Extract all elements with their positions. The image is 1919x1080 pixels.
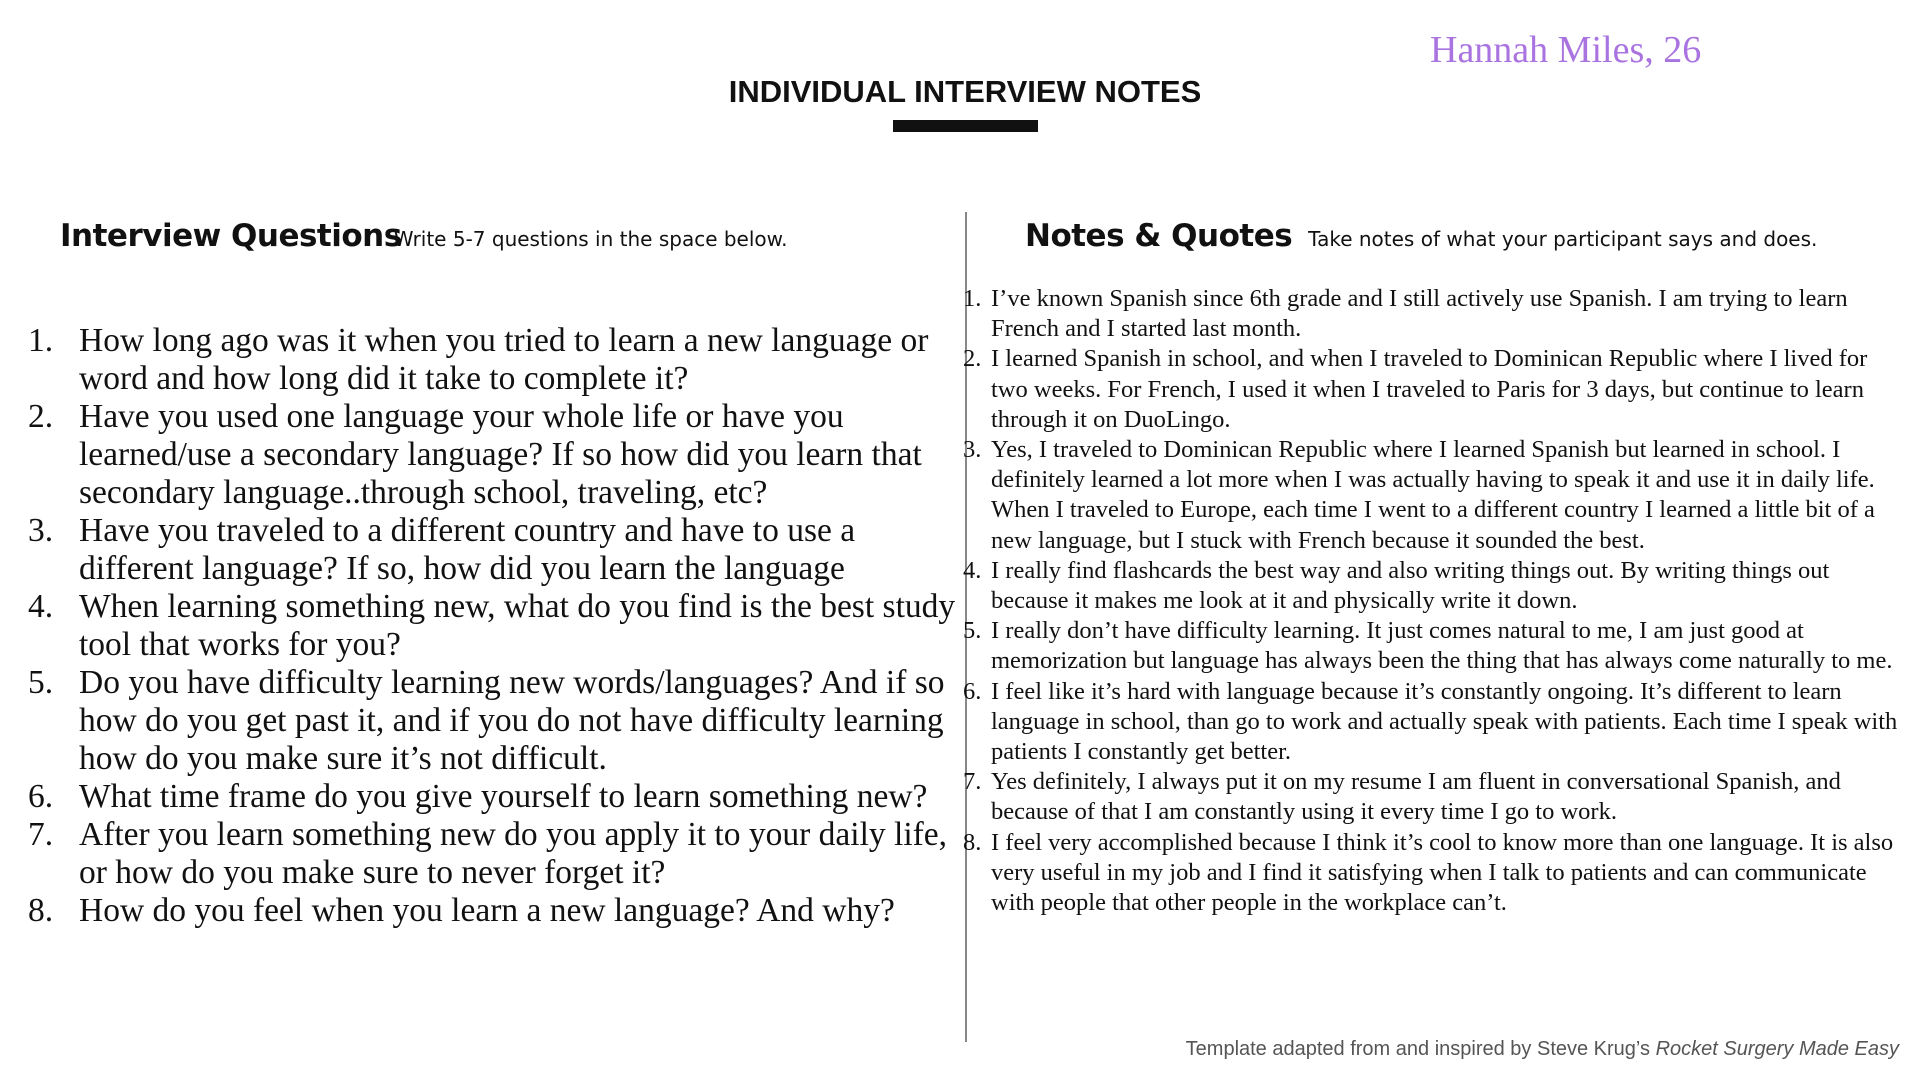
questions-list (28, 322, 963, 930)
questions-title: Interview Questions (60, 218, 402, 254)
question-number: 2. (28, 398, 54, 435)
template-credit (1186, 1038, 1899, 1061)
question-item (28, 398, 963, 512)
note-number: 7. (963, 768, 982, 796)
question-text: Do you have difficulty learning new words/languages? And if so how do you get past it, and if you do not have difficulty learning how do you make sure it’s not difficult. (79, 664, 945, 777)
note-text: I really find flashcards the best way and also writing things out. By writing things out because it makes me look at it and physically write it down. (991, 556, 1830, 615)
question-number: 4. (28, 588, 54, 625)
question-item (28, 322, 963, 398)
question-item (28, 816, 963, 892)
participant-name: Hannah Miles, 26 (1430, 29, 1702, 71)
note-item (963, 284, 1903, 344)
note-text: I’ve known Spanish since 6th grade and I still actively use Spanish. I am trying to learn French and I started last month. (991, 285, 1848, 343)
title-underline (893, 120, 1038, 132)
question-item (28, 778, 963, 816)
note-number: 2. (963, 345, 982, 373)
question-text: Have you traveled to a different country and have to use a different language? If so, how did you learn the language (79, 512, 856, 587)
note-number: 1. (963, 285, 982, 312)
note-item (963, 767, 1903, 827)
question-number: 7. (28, 816, 54, 853)
question-text: How do you feel when you learn a new language? And why? (79, 892, 895, 929)
question-number: 1. (28, 322, 54, 359)
note-text: Yes, I traveled to Dominican Republic where I learned Spanish but learned in school. I definitely learned a lot more when I was actually having to speak it and use it in daily life. When I traveled to Europe, each time I went to a different country I learned a little bit of a new language, but I stuck with French because it sounded the best. (991, 436, 1875, 554)
note-number: 5. (963, 617, 982, 645)
note-item (963, 556, 1903, 616)
question-item (28, 512, 963, 588)
question-number: 3. (28, 512, 54, 549)
notes-header (1025, 218, 1817, 254)
credit-prefix: Template adapted from and inspired by Steve Krug’s (1185, 1038, 1656, 1060)
note-number: 4. (963, 556, 982, 584)
note-text: I really don’t have difficulty learning. It just comes natural to me, I am just good at memorization but language has always been the thing that has always come naturally to me. (991, 617, 1893, 675)
question-text: How long ago was it when you tried to learn a new language or word and how long did it take to complete it? (79, 322, 929, 397)
questions-hint: Write 5-7 questions in the space below. (393, 227, 788, 251)
note-item (963, 828, 1903, 919)
question-item (28, 588, 963, 664)
questions-header (60, 218, 788, 254)
question-text: When learning something new, what do you find is the best study tool that works for you? (79, 588, 956, 663)
note-item (963, 344, 1903, 435)
question-text: After you learn something new do you apply it to your daily life, or how do you make sure to never forget it? (79, 816, 948, 891)
question-number: 8. (28, 892, 54, 929)
note-item (963, 435, 1903, 556)
note-number: 6. (963, 677, 982, 705)
question-number: 5. (28, 664, 54, 701)
note-number: 8. (963, 828, 982, 856)
note-number: 3. (963, 436, 982, 464)
notes-hint: Take notes of what your participant says and does. (1308, 227, 1818, 251)
credit-book-title: Rocket Surgery Made Easy (1655, 1038, 1899, 1060)
note-text: I learned Spanish in school, and when I traveled to Dominican Republic where I lived for two weeks. For French, I used it when I traveled to Paris for 3 days, but continue to learn through it on DuoLingo. (991, 345, 1868, 433)
note-text: I feel very accomplished because I think it’s cool to know more than one language. It is also very useful in my job and I find it satisfying when I talk to patients and can communicate with people that other people in the workplace can’t. (991, 828, 1894, 917)
question-text: What time frame do you give yourself to learn something new? (79, 778, 928, 815)
question-text: Have you used one language your whole life or have you learned/use a secondary language? If so how did you learn that secondary language..through school, traveling, etc? (79, 398, 922, 511)
question-number: 6. (28, 778, 54, 815)
note-item (963, 677, 1903, 768)
note-text: Yes definitely, I always put it on my resume I am fluent in conversational Spanish, and because of that I am constantly using it every time I go to work. (991, 768, 1841, 826)
question-item (28, 664, 963, 778)
page-title: INDIVIDUAL INTERVIEW NOTES (728, 74, 1202, 109)
notes-title: Notes & Quotes (1025, 218, 1293, 254)
note-text: I feel like it’s hard with language because it’s constantly ongoing. It’s different to learn language in school, than go to work and actually speak with patients. Each time I speak with patients I constantly get better. (991, 677, 1898, 766)
question-item (28, 892, 963, 930)
note-item (963, 616, 1903, 676)
notes-list (963, 284, 1903, 918)
